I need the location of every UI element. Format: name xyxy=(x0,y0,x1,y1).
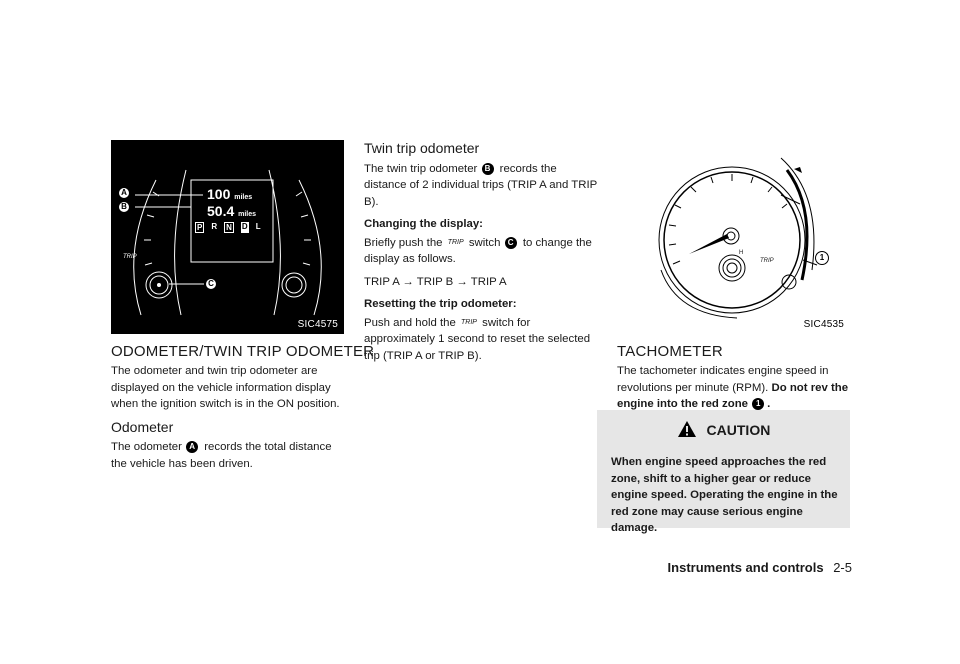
odometer-desc-start: The odometer xyxy=(111,441,182,453)
trip-switch-icon: TRIP xyxy=(461,318,477,326)
odometer-reading xyxy=(207,186,252,202)
resetting-heading: Resetting the trip odometer: xyxy=(364,298,517,310)
ref-a: A xyxy=(186,441,198,453)
resetting-text xyxy=(364,315,600,365)
page-number: 2-5 xyxy=(833,560,852,575)
caution-title: CAUTION xyxy=(706,422,771,438)
changing-switch: switch xyxy=(468,236,501,249)
changing-end: to change the display as follows. xyxy=(364,236,592,265)
label-1: 1 xyxy=(815,251,829,265)
label-c: C xyxy=(205,278,217,290)
trip-value: 50.4 xyxy=(207,203,235,219)
caution-box xyxy=(597,410,850,534)
odometer-desc-end: records the total distance the vehicle has been driven. xyxy=(111,441,332,470)
figure-code: SIC4575 xyxy=(297,319,338,330)
tachometer-desc-plain: The tachometer indicates engine speed in revolutions per minute (RPM). xyxy=(617,365,829,394)
gear-d: D xyxy=(241,222,248,231)
tacho-trip-label: TRIP xyxy=(760,258,774,264)
changing-start: Briefly push the xyxy=(364,236,443,249)
changing-display-heading: Changing the display: xyxy=(364,218,483,230)
gear-l: L xyxy=(255,222,261,231)
tachometer-desc-warning: Do not rev the engine into the red zone xyxy=(617,381,849,410)
gear-n: N xyxy=(226,223,232,232)
twin-trip-description xyxy=(364,161,600,211)
trip-switch-icon: TRIP xyxy=(447,238,464,246)
odometer-section-heading: ODOMETER/TWIN TRIP ODOMETER xyxy=(111,343,375,360)
odometer-intro: The odometer and twin trip odometer are displayed on the vehicle information display when the ignition switch is in the ON position. xyxy=(111,365,340,410)
tachometer-heading: TACHOMETER xyxy=(617,343,723,360)
odometer-value: 100 xyxy=(207,186,231,202)
resetting-start: Push and hold the xyxy=(364,316,456,329)
twin-trip-heading: Twin trip odometer xyxy=(364,140,480,156)
tacho-h-label: H xyxy=(739,250,744,256)
resetting-end: switch for approximately 1 second to reset the selected trip (TRIP A or TRIP B). xyxy=(364,316,591,362)
caution-text: When engine speed approaches the red zone, shift to a higher gear or reduce engine speed. Operating the engine in the red zone may cause serious engine damage. xyxy=(611,456,838,534)
odometer-illustration xyxy=(111,140,344,334)
tachometer-description: The tachometer indicates engine speed in revolutions per minute (RPM). Do not rev the engine into the red zone 1 . xyxy=(617,365,849,410)
figure-code: SIC4535 xyxy=(803,319,844,330)
odometer-figure xyxy=(111,140,344,334)
odometer-subheading: Odometer xyxy=(111,418,174,435)
ref-c: C xyxy=(505,237,517,249)
odometer-unit: miles xyxy=(234,194,253,201)
gear-indicator xyxy=(195,222,261,233)
label-a: A xyxy=(118,187,130,199)
ref-b: B xyxy=(482,163,494,175)
ref-1: 1 xyxy=(752,398,764,410)
changing-display-text xyxy=(364,235,600,268)
gear-p: P xyxy=(197,223,203,232)
gear-r: R xyxy=(211,222,218,231)
odometer-description xyxy=(111,439,347,472)
trip-switch-label: TRIP xyxy=(123,254,137,260)
caution-header xyxy=(597,420,850,438)
trip-reading xyxy=(207,203,256,219)
trip-unit: miles xyxy=(238,211,257,218)
twin-trip-desc-start: The twin trip odometer xyxy=(364,162,478,175)
middle-column xyxy=(364,140,600,370)
trip-sequence: TRIP A → TRIP B → TRIP A xyxy=(364,275,507,288)
tachometer-illustration xyxy=(617,140,850,334)
footer-section: Instruments and controls xyxy=(667,560,824,575)
tachometer-figure xyxy=(617,140,850,334)
warning-icon xyxy=(677,420,697,438)
label-b: B xyxy=(118,201,130,213)
left-column xyxy=(111,363,347,478)
page-footer xyxy=(668,560,852,575)
twin-trip-desc-end: records the distance of 2 individual trips (TRIP A and TRIP B). xyxy=(364,162,598,208)
